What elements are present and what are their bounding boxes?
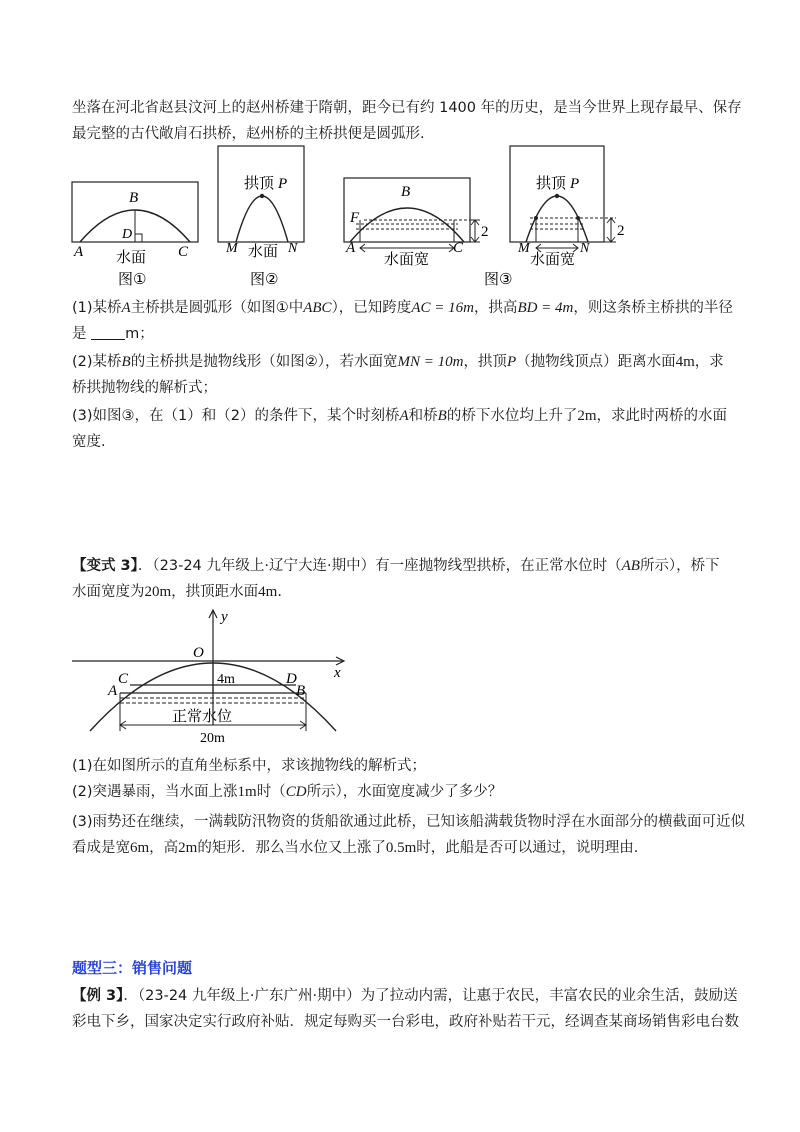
fig3a-dim: 2 xyxy=(481,224,489,240)
height-4m: 4m xyxy=(217,672,235,687)
fig3b-P: P xyxy=(570,176,580,192)
q2-line-1: (2)某桥B的主桥拱是抛物线形（如图②），若水面宽MN = 10m，拱顶P（抛物线顶点）距离水面4m，求 xyxy=(72,354,724,370)
fig3a-water: 水面宽 xyxy=(384,250,430,268)
fig2-P: P xyxy=(278,176,288,192)
figure-3-parabola xyxy=(510,146,625,268)
variant3-q2: (2)突遇暴雨，当水面上涨1m时（CD所示），水面宽度减少了多少？ xyxy=(72,784,503,800)
fig3a-A: A xyxy=(346,240,356,256)
q3-line-1: (3)如图③，在（1）和（2）的条件下，某个时刻桥A和桥B的桥下水位均上升了2m，求此时两桥的水面 xyxy=(72,408,728,424)
fig3a-B: B xyxy=(401,184,411,200)
width-20m: 20m xyxy=(200,731,225,745)
answer-blank xyxy=(91,325,125,340)
fig2-caption: 图② xyxy=(250,270,279,288)
axis-x: x xyxy=(334,665,341,681)
point-A: A xyxy=(108,683,118,699)
fig2-M: M xyxy=(226,241,238,256)
fig1-A: A xyxy=(74,244,84,260)
fig3b-dim: 2 xyxy=(617,223,625,239)
fig3a-F: F xyxy=(350,210,360,226)
q1-line-2: 是 m； xyxy=(72,326,154,342)
point-C: C xyxy=(118,671,129,687)
section-title: 题型三：销售问题 xyxy=(72,959,193,977)
figure-3-circle xyxy=(344,178,489,268)
fig1-B: B xyxy=(129,190,139,206)
q2-line-2: 桥拱抛物线的解析式； xyxy=(72,380,217,396)
normal-water-label: 正常水位 xyxy=(172,707,233,725)
fig1-D: D xyxy=(122,227,133,242)
fig3b-water: 水面宽 xyxy=(530,250,576,268)
fig1-C: C xyxy=(178,244,189,260)
point-B: B xyxy=(296,683,306,699)
intro-line-1: 坐落在河北省赵县汶河上的赵州桥建于隋朝，距今已有约 1400 年的历史，是当今世界上现存最早、保存 xyxy=(72,100,742,116)
variant3-q1: (1)在如图所示的直角坐标系中，求该抛物线的解析式； xyxy=(72,758,427,774)
fig2-N: N xyxy=(288,241,298,256)
variant3-q3-line-2: 看成是宽6m，高2m的矩形．那么当水位又上涨了0.5m时，此船是否可以通过，说明理由. xyxy=(72,840,639,856)
example3-line-2: 彩电下乡，国家决定实行政府补贴．规定每购买一台彩电，政府补贴若干元，经调查某商场销售彩电台数 xyxy=(72,1014,739,1030)
bridge-figures xyxy=(60,140,640,290)
example3-line-1: 【例 3】．（23-24 九年级上·广东广州·期中）为了拉动内需，让惠于农民，丰富农民的业余生活，鼓励送 xyxy=(72,988,738,1004)
fig3b-M: M xyxy=(518,241,530,256)
intro-line-2: 最完整的古代敞肩石拱桥，赵州桥的主桥拱便是圆弧形. xyxy=(72,126,425,142)
variant3-q3-line-1: (3)雨势还在继续，一满载防汛物资的货船欲通过此桥，已知该船满载货物时浮在水面部分的横截面可近似 xyxy=(72,814,746,830)
fig2-top: 拱顶 xyxy=(244,174,275,192)
q3-line-2: 宽度. xyxy=(72,434,106,450)
origin-O: O xyxy=(193,645,204,661)
fig3b-N: N xyxy=(580,241,590,256)
point-D: D xyxy=(286,671,297,687)
fig3b-top: 拱顶 xyxy=(536,174,567,192)
axis-y: y xyxy=(221,609,228,625)
figure-1 xyxy=(72,182,198,288)
fig1-caption: 图① xyxy=(118,270,147,288)
variant3-line-1: 【变式 3】．（23-24 九年级上·辽宁大连·期中）有一座抛物线型拱桥，在正常水位时（AB所示），桥下 xyxy=(72,558,720,574)
q1-line-1: (1)某桥A主桥拱是圆弧形（如图①中ABC），已知跨度AC = 16m，拱高BD = 4m，则这条桥主桥拱的半径 xyxy=(72,300,733,316)
fig2-water: 水面 xyxy=(248,242,279,260)
fig3a-C: C xyxy=(453,240,464,256)
fig3-caption: 图③ xyxy=(484,270,513,288)
variant3-line-2: 水面宽度为20m，拱顶距水面4m. xyxy=(72,584,282,600)
figure-2 xyxy=(218,146,304,288)
variant3-figure xyxy=(60,605,360,745)
fig1-water: 水面 xyxy=(116,248,147,266)
